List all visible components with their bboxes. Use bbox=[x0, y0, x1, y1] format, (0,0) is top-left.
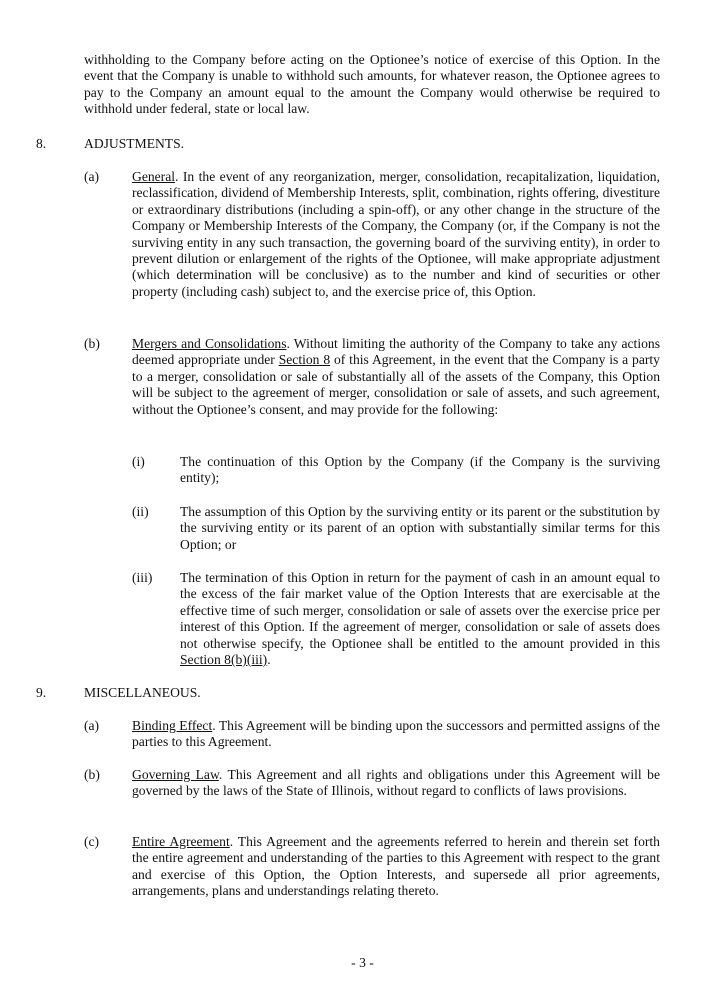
section-9-number: 9. bbox=[36, 685, 47, 700]
section-8biii-reference: Section 8(b)(iii) bbox=[180, 652, 268, 668]
section-8a-text: . In the event of any reorganization, merger, consolidation, recapitalization, liquidation, reclassification, dividend of Membership Interests, split, combination, rights offering, divestiture or extraordinary distributions (including a spin-off), or any other change in the structure of the Company or Membership Interests of the Company, the Company (or, if the Company is not the surviving entity in any such transaction, the governing board of the surviving entity), in order to prevent dilution or enlargement of the rights of the Optionee, will make appropriate adjustment (which determination will be conclusive) as to the number and kind of securities or other property (including cash) subject to, and the exercise price of, this Option. bbox=[132, 169, 660, 299]
section-9b-text: . This Agreement and all rights and obligations under this Agreement will be governed by the laws of the State of Illinois, without regard to conflicts of laws provisions. bbox=[132, 767, 660, 799]
item-iii-text: The termination of this Option in return for the payment of cash in an amount equal to the excess of the fair market value of the Option Interests that are exercisable at the effective time of such merger, consolidation or sale of assets over the exercise price per interest of this Option. If the agreement of merger, consolidation or sale of assets does not otherwise specify, the Optionee shall be entitled to the amount provided in this bbox=[180, 570, 660, 651]
item-i-text: The continuation of this Option by the Company (if the Company is the surviving entity); bbox=[180, 454, 660, 486]
intro-paragraph: withholding to the Company before acting on the Optionee’s notice of exercise of this Option. In the event that the Company is unable to withhold such amounts, for whatever reason, the Optionee agrees to pay to the Company an amount equal to the amount the Company would otherwise be required to withhold under federal, state or local law. bbox=[84, 52, 660, 117]
section-8b-paragraph bbox=[132, 336, 660, 418]
page-number: - 3 - bbox=[351, 955, 374, 970]
section-9c-heading: Entire Agreement bbox=[132, 834, 230, 849]
section-8a-paragraph bbox=[132, 169, 660, 300]
item-i-label: (i) bbox=[132, 454, 145, 469]
section-8a-label: (a) bbox=[84, 169, 100, 184]
section-8a-heading: General bbox=[132, 169, 176, 184]
section-8b-text-1: . Without limiting the authority of the Company to take any actions deemed appropriate under bbox=[132, 336, 660, 368]
section-9a-label: (a) bbox=[84, 718, 100, 733]
section-8b-text-2: of this Agreement, in the event that the Company is a party to a merger, consolidation or sale of substantially all of the assets of the Company, this Option will be subject to the agreement of merger, consolidation or sale of assets, and such agreement, without the Optionee’s consent, and may provide for the following: bbox=[132, 352, 660, 417]
section-9a-heading: Binding Effect bbox=[132, 718, 213, 733]
section-9c-paragraph bbox=[132, 834, 660, 900]
item-iii-paragraph bbox=[180, 570, 660, 668]
item-iii-label: (iii) bbox=[132, 570, 153, 585]
section-9a-paragraph bbox=[132, 718, 660, 751]
section-9b-paragraph bbox=[132, 767, 660, 800]
section-9a-text: . This Agreement will be binding upon the successors and permitted assigns of the parties to this Agreement. bbox=[132, 718, 660, 750]
section-9b-heading: Governing Law bbox=[132, 767, 219, 782]
section-9c-text: . This Agreement and the agreements referred to herein and therein set forth the entire agreement and understanding of the parties to this Agreement with respect to the grant and exercise of this Option, the Option Interests, and supersede all prior agreements, arrangements, plans and understandings relating thereto. bbox=[132, 834, 660, 899]
section-9-title: MISCELLANEOUS. bbox=[84, 685, 201, 700]
item-ii-text: The assumption of this Option by the surviving entity or its parent or the substitution by the surviving entity or its parent of an option with substantially similar terms for this Option; or bbox=[180, 504, 660, 552]
section-8-reference: Section 8 bbox=[278, 352, 331, 368]
section-8-title: ADJUSTMENTS. bbox=[84, 136, 185, 151]
section-8b-label: (b) bbox=[84, 336, 100, 351]
section-9c-label: (c) bbox=[84, 834, 100, 849]
section-9b-label: (b) bbox=[84, 767, 100, 782]
item-iii-end: . bbox=[267, 652, 271, 668]
section-8-number: 8. bbox=[36, 136, 47, 151]
section-8b-heading: Mergers and Consolidations bbox=[132, 336, 287, 351]
item-ii-label: (ii) bbox=[132, 504, 149, 519]
